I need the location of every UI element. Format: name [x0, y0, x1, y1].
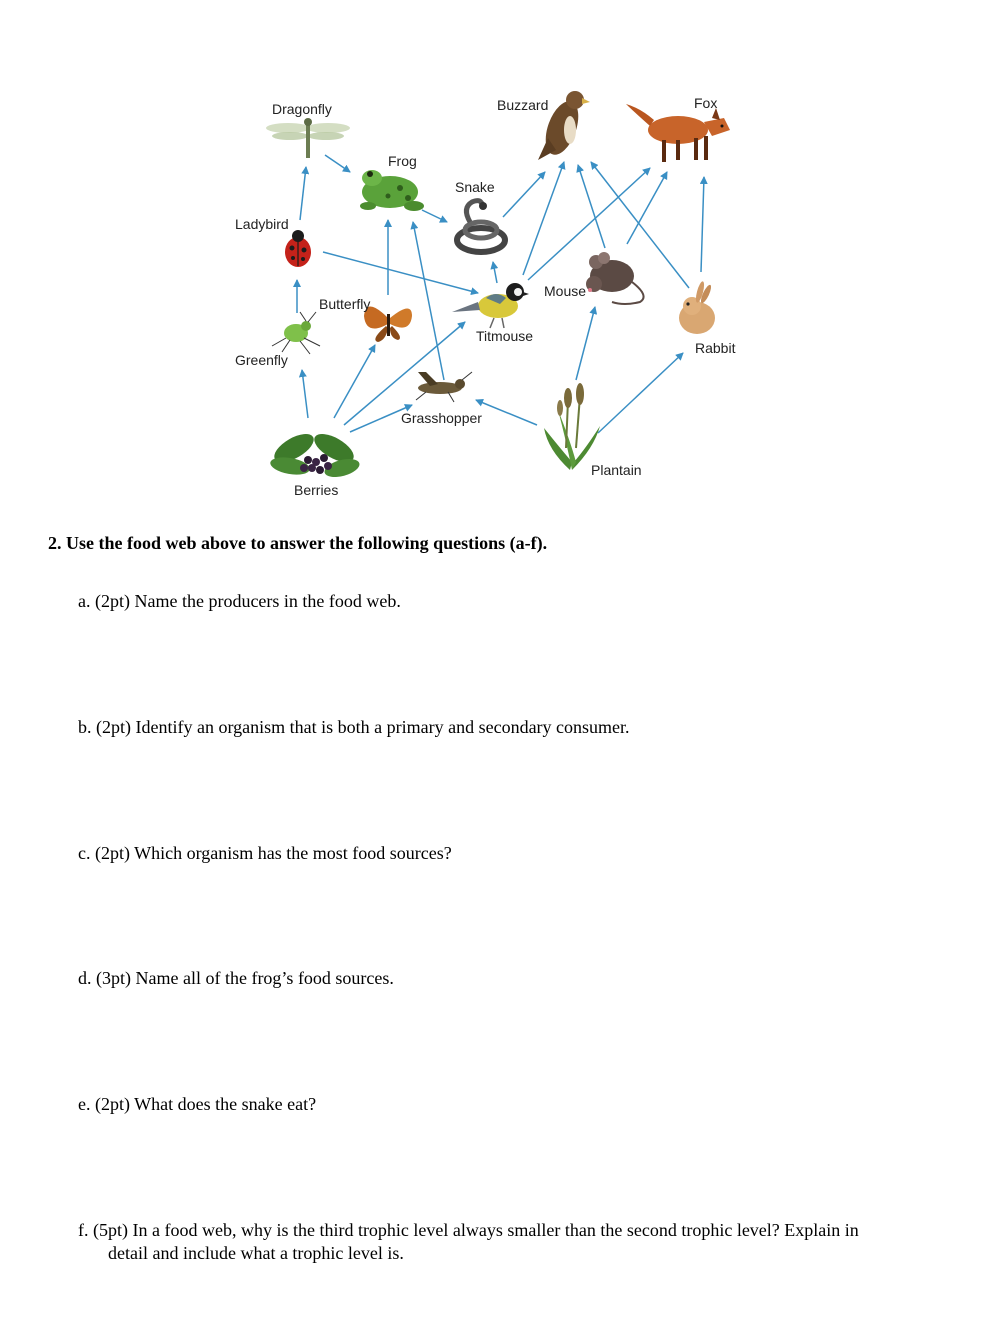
label-berries: Berries	[294, 482, 339, 498]
fox-icon	[626, 104, 730, 162]
label-fox: Fox	[694, 95, 718, 111]
ladybird-icon	[285, 230, 311, 267]
arrow-rabbit-to-fox	[701, 177, 704, 272]
label-greenfly: Greenfly	[235, 352, 288, 368]
label-snake: Snake	[455, 179, 495, 195]
question-b: b. (2pt) Identify an organism that is both a primary and secondary consumer.	[78, 717, 630, 737]
arrow-berries-to-butterfly	[334, 345, 375, 418]
arrow-berries-to-greenfly	[302, 370, 308, 418]
greenfly-icon	[272, 312, 320, 354]
question-f-line2: detail and include what a trophic level is.	[108, 1243, 404, 1263]
question-d: d. (3pt) Name all of the frog’s food sources.	[78, 968, 394, 988]
question-e: e. (2pt) What does the snake eat?	[78, 1094, 317, 1114]
arrow-titmouse-to-snake	[493, 262, 497, 283]
arrow-plantain-to-rabbit	[598, 353, 683, 433]
label-butterfly: Butterfly	[319, 296, 371, 312]
snake-icon	[457, 201, 505, 252]
plantain-icon	[544, 383, 600, 470]
question-f	[78, 1219, 958, 1265]
label-dragonfly: Dragonfly	[272, 101, 332, 117]
food-web-diagram	[0, 0, 989, 520]
arrow-grasshopper-to-frog	[413, 222, 444, 380]
questions-heading: 2. Use the food web above to answer the following questions (a-f).	[48, 533, 548, 553]
label-titmouse: Titmouse	[476, 328, 534, 344]
arrow-titmouse-to-fox	[528, 168, 650, 280]
label-grasshopper: Grasshopper	[401, 410, 482, 426]
arrow-frog-to-snake	[422, 210, 447, 222]
rabbit-icon	[679, 281, 715, 334]
label-mouse: Mouse	[544, 283, 587, 299]
arrow-ladybird-to-titmouse	[323, 252, 478, 293]
label-plantain: Plantain	[591, 462, 642, 478]
berries-icon	[269, 428, 362, 480]
arrow-snake-to-buzzard	[503, 172, 545, 217]
butterfly-icon	[364, 306, 412, 342]
dragonfly-icon	[266, 118, 350, 158]
arrow-plantain-to-grasshopper	[476, 400, 537, 425]
arrow-dragonfly-to-frog	[325, 155, 350, 172]
arrow-titmouse-to-buzzard	[523, 162, 564, 275]
arrow-mouse-to-buzzard	[578, 165, 605, 248]
mouse-icon	[586, 252, 644, 304]
question-f-line1: f. (5pt) In a food web, why is the third trophic level always smaller than the second trophic level? Explain in	[78, 1220, 859, 1240]
label-frog: Frog	[388, 153, 417, 169]
arrow-plantain-to-mouse	[576, 307, 595, 380]
frog-icon	[360, 170, 424, 211]
question-c: c. (2pt) Which organism has the most food sources?	[78, 843, 452, 863]
question-a: a. (2pt) Name the producers in the food web.	[78, 591, 401, 611]
arrow-ladybird-to-dragonfly	[300, 167, 306, 220]
label-buzzard: Buzzard	[497, 97, 549, 113]
label-rabbit: Rabbit	[695, 340, 736, 356]
label-ladybird: Ladybird	[235, 216, 289, 232]
